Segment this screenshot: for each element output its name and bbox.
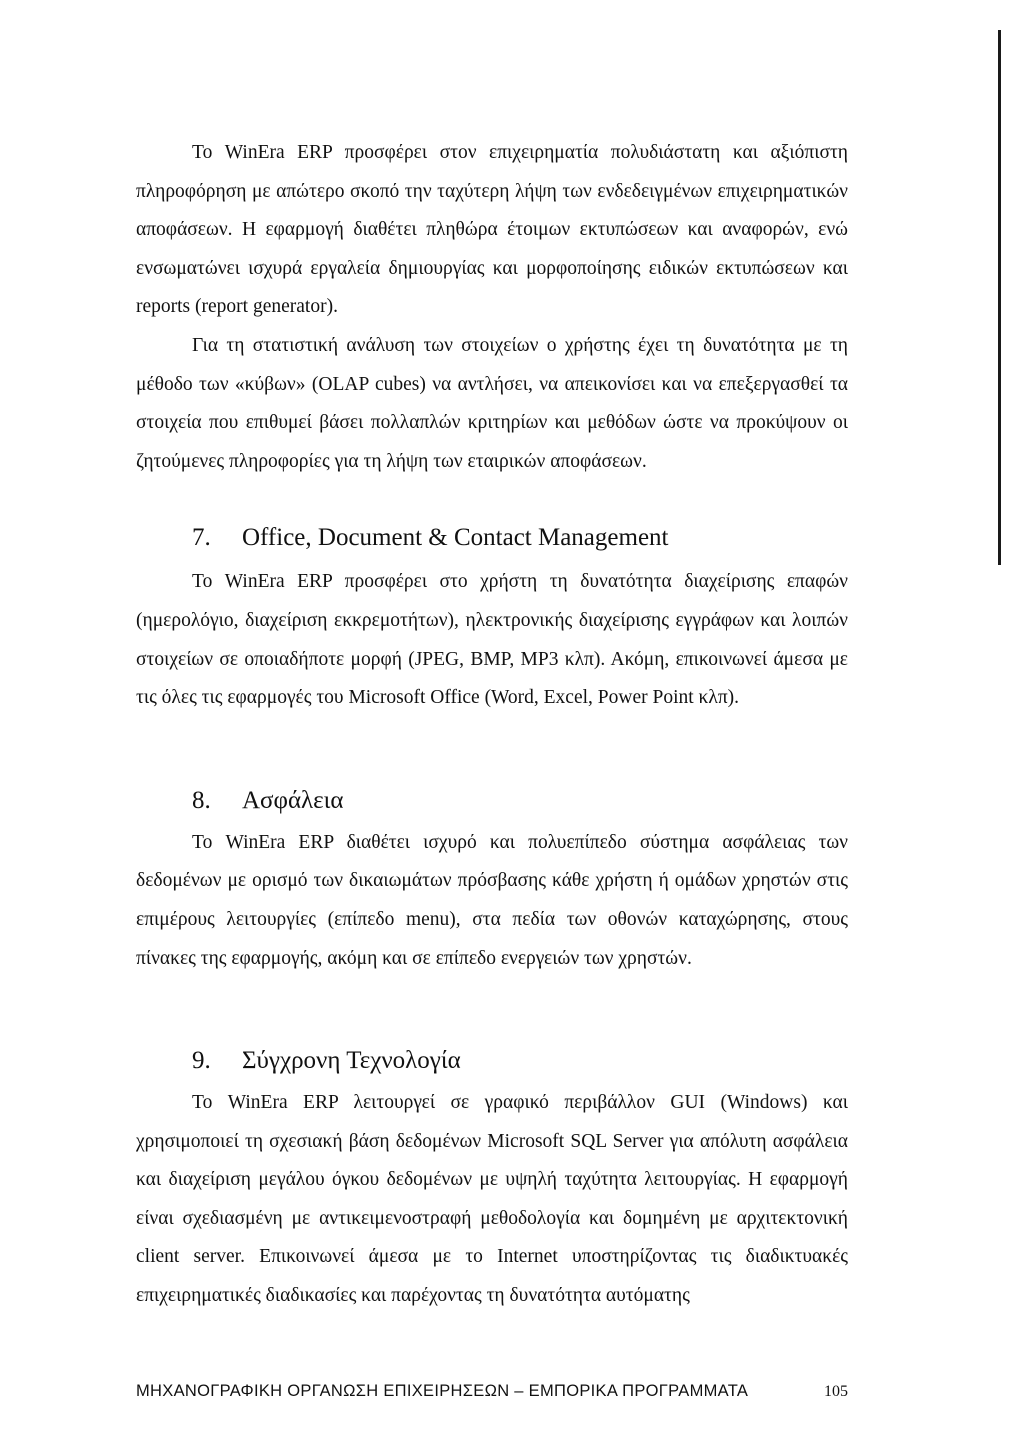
scan-edge-line xyxy=(998,30,1001,565)
section-title: Σύγχρονη Τεχνολογία xyxy=(242,1047,461,1075)
page-number: 105 xyxy=(824,1383,848,1400)
section-number: 8. xyxy=(192,786,211,814)
section-number: 9. xyxy=(192,1047,211,1075)
section-heading-8 xyxy=(136,782,848,820)
page-body xyxy=(136,134,848,1316)
page-footer xyxy=(136,1382,848,1401)
section-heading-9 xyxy=(136,1042,848,1080)
section-title: Ασφάλεια xyxy=(242,786,344,814)
section-7-paragraph: Το WinEra ERP προσφέρει στο χρήστη τη δυνατότητα διαχείρισης επαφών (ημερολόγιο, διαχείριση εκκρεμοτήτων), ηλεκτρονικής διαχείρισης εγγράφων και λοιπών στοιχείων σε οποιαδήποτε μορφή (JPEG, BMP, MP3 κλπ). Ακόμη, επικοινωνεί άμεσα με τις όλες τις εφαρμογές του Microsoft Office (Word, Excel, Power Point κλπ). xyxy=(136,571,848,709)
intro-paragraph-1: Το WinEra ERP προσφέρει στον επιχειρηματία πολυδιάστατη και αξιόπιστη πληροφόρηση με απώτερο σκοπό την ταχύτερη λήψη των ενδεδειγμένων επιχειρηματικών αποφάσεων. Η εφαρμογή διαθέτει πληθώρα έτοιμων εκτυπώσεων και αναφορών, ενώ ενσωματώνει ισχυρά εργαλεία δημιουργίας και μορφοποίησης ειδικών εκτυπώσεων και reports (report generator). xyxy=(136,142,848,318)
section-9-paragraph: Το WinEra ERP λειτουργεί σε γραφικό περιβάλλον GUI (Windows) και χρησιμοποιεί τη σχεσιακή βάση δεδομένων Microsoft SQL Server για απόλυτη ασφάλεια και διαχείριση μεγάλου όγκου δεδομένων με υψηλή ταχύτητα λειτουργίας. Η εφαρμογή είναι σχεδιασμένη με αντικειμενοστραφή μεθοδολογία και δομημένη με αρχιτεκτονική client server. Επικοινωνεί άμεσα με το Internet υποστηρίζοντας τις διαδικτυακές επιχειρηματικές διαδικασίες και παρέχοντας τη δυνατότητα αυτόματης xyxy=(136,1092,848,1307)
section-number: 7. xyxy=(192,524,211,552)
section-title: Office, Document & Contact Management xyxy=(242,524,669,552)
section-8-paragraph: Το WinEra ERP διαθέτει ισχυρό και πολυεπίπεδο σύστημα ασφάλειας των δεδομένων με ορισμό των δικαιωμάτων πρόσβασης κάθε χρήστη ή ομάδων χρηστών στις επιμέρους λειτουργίες (επίπεδο menu), στα πεδία των οθονών καταχώρησης, στους πίνακες της εφαρμογής, ακόμη και σε επίπεδο ενεργειών των χρηστών. xyxy=(136,831,848,969)
section-heading-7 xyxy=(136,519,848,557)
footer-title: ΜΗΧΑΝΟΓΡΑΦΙΚΗ ΟΡΓΑΝΩΣΗ ΕΠΙΧΕΙΡΗΣΕΩΝ – ΕΜΠΟΡΙΚΑ ΠΡΟΓΡΑΜΜΑΤΑ xyxy=(136,1382,749,1400)
intro-paragraph-2: Για τη στατιστική ανάλυση των στοιχείων ο χρήστης έχει τη δυνατότητα με τη μέθοδο των «κύβων» (OLAP cubes) να αντλήσει, να απεικονίσει και να επεξεργασθεί τα στοιχεία που επιθυμεί βάσει πολλαπλών κριτηρίων και μεθόδων ώστε να προκύψουν οι ζητούμενες πληροφορίες για τη λήψη των εταιρικών αποφάσεων. xyxy=(136,334,848,472)
